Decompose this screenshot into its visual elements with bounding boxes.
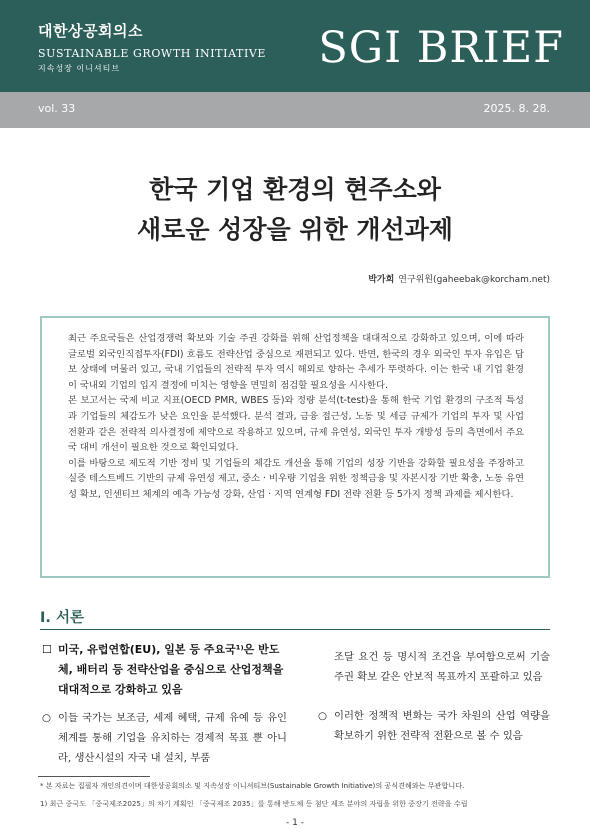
org-name-english: SUSTAINABLE GROWTH INITIATIVE [38,47,267,60]
page-number: - 1 - [286,818,304,828]
sub-bullet-1 [42,708,287,768]
abstract-paragraph-1: 최근 주요국들은 산업경쟁력 확보와 기술 주권 강화를 위해 산업정책을 대대적으로 강화하고 있으며, 이에 따라 글로벌 외국인직접투자(FDI) 흐름도 전략산업 중심으로 재편되고 있다. 반면, 한국의 경우 외국인 투자 유입은 답보 상태에 머물러 있고, 국내 기업들의 전략적 투자 역시 해외로 향하는 추세가 뚜렷하다. 이는 한국 내 기업 환경이 국내외 기업의 입지 결정에 미치는 영향을 면밀히 점검할 필요성을 시사한다. [68,333,524,391]
author-role: 연구위원(gaheebak@korcham.net) [398,275,550,285]
org-subtitle: 지속성장 이니셔티브 [38,64,121,73]
footnote-divider [38,776,150,777]
org-name-korean: 대한상공회의소 [38,22,143,40]
author-name: 박가희 [368,275,395,285]
footnote-1: 1) 최근 중국도 「중국제조2025」의 차기 계획인 「중국제조 2035」를 통해 반도체 등 첨단 제조 분야의 자립을 위한 중장기 전략을 수립 [40,799,468,808]
volume-number: vol. 33 [38,102,76,115]
report-title [0,170,590,250]
brand-title: SGI BRIEF [318,23,564,73]
checkbox-square-icon: ☐ [42,643,52,656]
abstract-paragraph-3: 이를 바탕으로 제도적 기반 정비 및 기업들의 체감도 개선을 통해 기업의 성장 기반을 강화할 필요성을 주장하고 실증 테스트베드 기반의 규제 유연성 제고, 중소 · 비우량 기업을 위한 정책금융 및 자본시장 기반 확충, 노동 유연성 확보, 인센티브 체계의 예측 가능성 강화, 산업 · 지역 연계형 FDI 전략 전환 등 5가지 정책 과제를 제시한다. [68,457,524,500]
footnote-disclaimer: * 본 자료는 집필자 개인의견이며 대한상공회의소 및 지속성장 이니셔티브(Sustainable Growth Initiative)의 공식견해와는 무관합니다. [40,781,465,790]
sub-bullet-1-text: 이들 국가는 보조금, 세제 혜택, 규제 유예 등 유인체계를 통해 기업을 유치하는 경제적 목표 뿐 아니라, 생산시설의 자국 내 설치, 부품 [58,712,287,764]
lead-bullet [42,640,287,700]
abstract-box [68,331,524,503]
abstract-paragraph-2: 본 보고서는 국제 비교 지표(OECD PMR, WBES 등)와 정량 분석(t-test)을 통해 한국 기업 환경의 구조적 특성과 기업들의 체감도가 낮은 요인을 분석했다. 분석 결과, 금융 접근성, 노동 및 세금 규제가 기업의 투자 및 사업 전환과 같은 전략적 의사결정에 제약으로 작용하고 있으며, 규제 유연성, 외국인 투자 개방성 등의 측면에서 주요국 대비 개선이 필요한 것으로 확인되었다. [68,395,524,454]
title-line-1: 한국 기업 환경의 현주소와 [149,175,441,204]
section-divider [40,629,550,630]
sub-bullet-1-continued: 조달 요건 등 명시적 조건을 부여함으로써 기술 주권 확보 같은 안보적 목표까지 포괄하고 있음 [334,651,550,683]
circle-bullet-icon: ○ [318,710,327,722]
abstract-frame-right [548,316,550,578]
abstract-frame-left [40,316,42,578]
abstract-frame-bottom [40,576,550,578]
sub-bullet-2-text: 이러한 정책적 변화는 국가 차원의 산업 역량을 확보하기 위한 전략적 전환으로 볼 수 있음 [334,710,550,742]
title-line-2: 새로운 성장을 위한 개선과제 [137,215,453,244]
author-line [368,272,550,285]
lead-bullet-text: 미국, 유럽연합(EU), 일본 등 주요국¹⁾은 반도체, 배터리 등 전략산업을 중심으로 산업정책을 대대적으로 강화하고 있음 [58,643,284,696]
issue-date: 2025. 8. 28. [483,102,550,115]
sub-bullet-2 [318,706,550,746]
circle-bullet-icon: ○ [42,712,51,724]
abstract-frame-top [40,316,550,318]
section-heading: Ⅰ. 서론 [40,610,84,626]
